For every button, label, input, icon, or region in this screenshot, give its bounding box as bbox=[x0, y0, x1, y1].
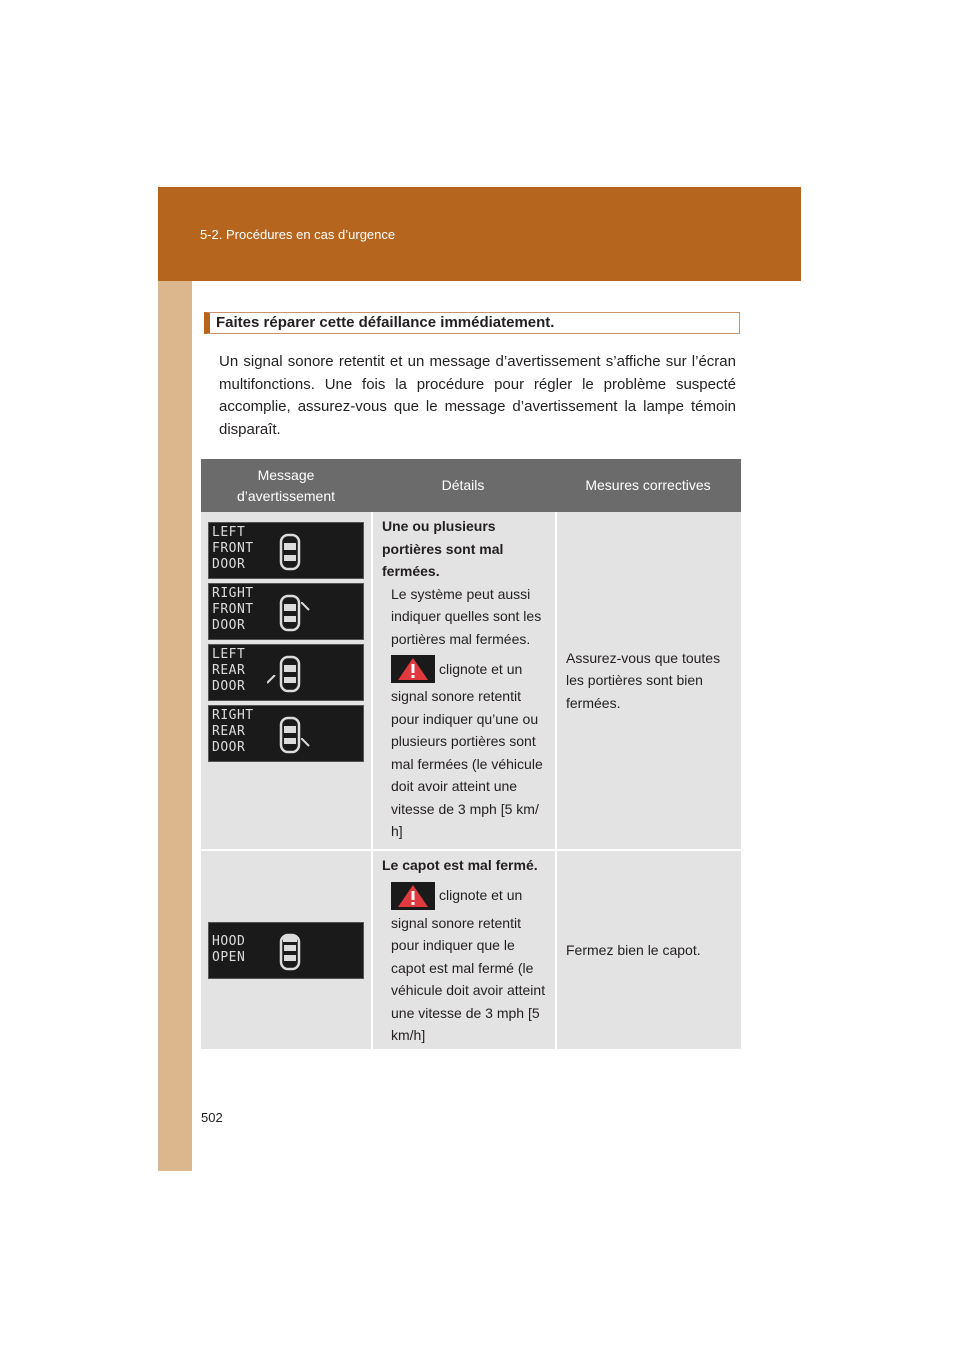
table-header-actions: Mesures correctives bbox=[585, 477, 711, 493]
lcd-display-right-front-door bbox=[208, 583, 364, 640]
table-row-doors bbox=[201, 512, 741, 851]
action-cell bbox=[555, 851, 741, 1049]
lcd-display-right-rear-door bbox=[208, 705, 364, 762]
lcd-text: LEFT FRONT DOOR bbox=[212, 525, 254, 572]
car-top-view-icon bbox=[279, 716, 301, 754]
table-header-details: Détails bbox=[441, 477, 485, 493]
side-band bbox=[158, 281, 192, 1171]
action-text: Assurez-vous que toutes les portières sont bien fermées. bbox=[566, 649, 721, 711]
intro-paragraph: Un signal sonore retentit et un message d’avertissement s’affiche sur l’écran multifonctions. Une fois la procédure pour régler le problème suspecté accomplie, assurez-vous que le message d’avertissement la lampe témoin disparaît. bbox=[219, 353, 736, 438]
action-cell bbox=[555, 512, 741, 849]
detail-title: Le capot est mal fermé. bbox=[382, 857, 538, 873]
action-text: Fermez bien le capot. bbox=[566, 941, 701, 958]
open-door-mark-icon bbox=[301, 738, 311, 748]
table-header-message bbox=[201, 459, 371, 512]
warning-triangle-icon bbox=[391, 655, 435, 683]
breadcrumb: 5-2. Procédures en cas d’urgence bbox=[200, 227, 396, 242]
car-top-view-icon bbox=[279, 655, 301, 693]
section-heading: Faites réparer cette défaillance immédiatement. bbox=[204, 312, 740, 334]
open-door-mark-icon bbox=[301, 602, 311, 612]
car-top-view-icon bbox=[279, 533, 301, 571]
warning-text: signal sonore retentit pour indiquer qu’une ou plusieurs portières sont mal fermées (le véhicule doit avoir atteint une vitesse de 3 mph [5 km/ h] bbox=[391, 688, 543, 839]
lcd-display-left-front-door bbox=[208, 522, 364, 579]
lcd-display-left-rear-door bbox=[208, 644, 364, 701]
table-header-message-label: Message d’avertissement bbox=[236, 466, 336, 504]
table-row-hood bbox=[201, 851, 741, 1051]
table-header-row bbox=[201, 459, 741, 512]
warning-line bbox=[382, 880, 549, 912]
car-top-view-icon bbox=[279, 594, 301, 632]
car-top-view-icon bbox=[279, 933, 301, 971]
warning-suffix: clignote et un bbox=[439, 887, 523, 904]
message-cell bbox=[201, 512, 371, 849]
warning-suffix: clignote et un bbox=[439, 660, 523, 677]
warning-line bbox=[382, 653, 549, 685]
warning-text: signal sonore retentit pour indiquer que le capot est mal fermé (le véhicule doit avoir atteint une vitesse de 3 mph [5 km/h] bbox=[391, 914, 546, 1043]
page-number: 502 bbox=[201, 1110, 223, 1125]
message-cell bbox=[201, 851, 371, 1049]
warning-table bbox=[201, 459, 741, 1051]
detail-title: Une ou plusieurs portières sont mal fermées. bbox=[382, 518, 504, 579]
lcd-text: RIGHT REAR DOOR bbox=[212, 708, 254, 755]
header-band bbox=[158, 187, 801, 281]
detail-note: Le système peut aussi indiquer quelles sont les portières mal fermées. bbox=[391, 585, 542, 647]
lcd-text: LEFT REAR DOOR bbox=[212, 647, 246, 694]
lcd-text: HOOD OPEN bbox=[212, 933, 246, 965]
warning-triangle-icon bbox=[391, 882, 435, 910]
details-cell bbox=[371, 851, 555, 1049]
lcd-text: RIGHT FRONT DOOR bbox=[212, 586, 254, 633]
open-door-mark-icon bbox=[267, 675, 277, 685]
lcd-display-hood-open bbox=[208, 922, 364, 979]
details-cell bbox=[371, 512, 555, 849]
